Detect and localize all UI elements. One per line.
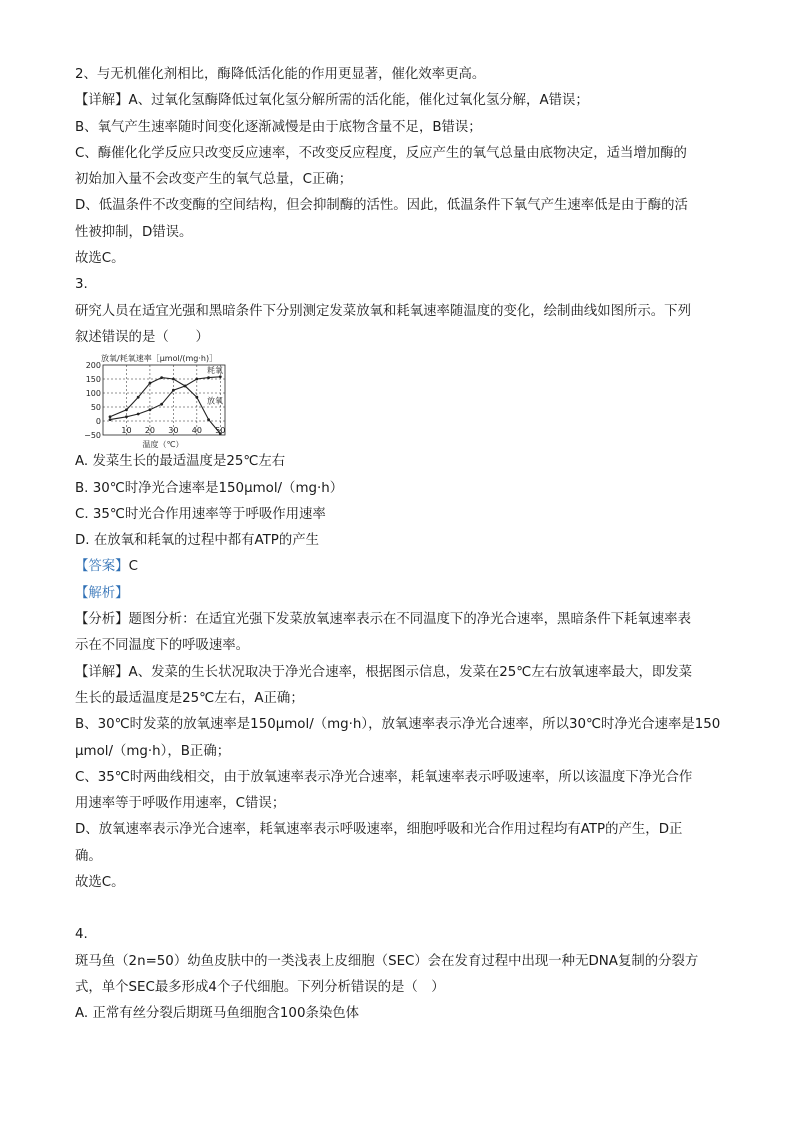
text-line: D、低温条件不改变酶的空间结构，但会抑制酶的活性。因此，低温条件下氧气产生速率低是由于酶的活 [75, 198, 688, 214]
y-tick-label: −50 [84, 431, 101, 441]
option-b: B. 30℃时净光合速率是150μmol/（mg·h） [75, 480, 344, 496]
x-tick-label: 30 [168, 426, 179, 436]
option-c: C. 35℃时光合作用速率等于呼吸作用速率 [75, 506, 326, 522]
explanation-line: 用速率等于呼吸作用速率，C错误； [75, 796, 286, 812]
explanation-line: μmol/（mg·h），B正确； [75, 743, 231, 759]
y-tick-label: 50 [90, 403, 101, 413]
data-point [195, 378, 198, 381]
question-3 [75, 272, 725, 896]
text-line: 性被抑制，D错误。 [75, 224, 193, 240]
series-label-haoyang: 耗氧 [207, 366, 223, 376]
data-point [160, 403, 163, 406]
y-tick-label: 150 [85, 375, 101, 385]
answer-label: 【答案】 [75, 559, 129, 575]
data-point [207, 418, 210, 421]
y-tick-label: 0 [95, 417, 101, 427]
explanation-line: 【分析】题图分析：在适宜光强下发菜放氧速率表示在不同温度下的净光合速率，黑暗条件下耗氧速率表 [75, 612, 691, 628]
y-tick-label: 100 [85, 389, 101, 399]
x-tick-label: 50 [215, 426, 226, 436]
explanation-line: 【详解】A、发菜的生长状况取决于净光合速率，根据图示信息，发菜在25℃左右放氧速率最大，即发菜 [75, 664, 693, 680]
option-a: A. 正常有丝分裂后期斑马鱼细胞含100条染色体 [75, 1006, 360, 1022]
question-stem: 叙述错误的是（ ） [75, 329, 209, 345]
chart-svg [75, 353, 235, 449]
explanation-line: D、放氧速率表示净光合速率，耗氧速率表示呼吸速率，细胞呼吸和光合作用过程均有ATP的产生，D正 [75, 822, 683, 838]
data-point [125, 416, 128, 419]
option-a: A. 发菜生长的最适温度是25℃左右 [75, 454, 286, 470]
text-line: C、酶催化化学反应只改变反应速率，不改变反应程度，反应产生的氧气总量由底物决定，适当增加酶的 [75, 145, 687, 161]
data-point [172, 378, 175, 381]
data-point [149, 382, 152, 385]
explanation-line: 示在不同温度下的呼吸速率。 [75, 638, 250, 654]
chart-title: 放氧/耗氧速率［μmol/(mg·h)］ [101, 354, 218, 364]
question-stem: 斑马鱼（2n=50）幼鱼皮肤中的一类浅表上皮细胞（SEC）会在发育过程中出现一种无DNA复制的分裂方 [75, 953, 699, 969]
x-axis-label: 温度（℃） [142, 440, 184, 450]
option-d: D. 在放氧和耗氧的过程中都有ATP的产生 [75, 533, 320, 549]
explanation-line: 确。 [75, 848, 102, 864]
analysis-label: 【解析】 [75, 585, 129, 601]
question-stem: 研究人员在适宜光强和黑暗条件下分别测定发菜放氧和耗氧速率随温度的变化，绘制曲线如图所示。下列 [75, 303, 691, 319]
question-number: 4. [75, 927, 88, 943]
data-point [172, 389, 175, 392]
data-point [137, 413, 140, 416]
text-line: B、氧气产生速率随时间变化逐渐减慢是由于底物含量不足，B错误； [75, 119, 482, 135]
data-point [184, 385, 187, 388]
data-point [160, 376, 163, 379]
data-point [109, 416, 112, 419]
text-line: 【详解】A、过氧化氢酶降低过氧化氢分解所需的活化能，催化过氧化氢分解，A错误； [75, 93, 589, 109]
data-point [109, 418, 112, 421]
x-tick-label: 20 [144, 426, 156, 436]
text-line: 初始加入量不会改变产生的氧气总量，C正确； [75, 172, 353, 188]
text-line: 故选C。 [75, 251, 125, 267]
rate-temperature-chart [75, 353, 235, 449]
explanation-line: 生长的最适温度是25℃左右，A正确； [75, 690, 304, 706]
answer-value: C [128, 559, 138, 575]
data-point [137, 396, 140, 399]
explanation-line: B、30℃时发菜的放氧速率是150μmol/（mg·h），放氧速率表示净光合速率，所以30℃时净光合速率是150 [75, 717, 721, 733]
question-stem: 式，单个SEC最多形成4个子代细胞。下列分析错误的是（ ） [75, 979, 445, 995]
series-label-fangyang: 放氧 [207, 396, 223, 406]
data-point [125, 409, 128, 412]
document-page [75, 62, 725, 1028]
spacer [75, 896, 725, 922]
text-line: 2、与无机催化剂相比，酶降低活化能的作用更显著，催化效率更高。 [75, 67, 486, 82]
data-point [195, 396, 198, 399]
y-tick-label: 200 [85, 361, 101, 371]
x-tick-label: 40 [191, 426, 202, 436]
x-tick-label: 10 [121, 426, 132, 436]
explanation-line: 故选C。 [75, 875, 125, 891]
question-number: 3. [75, 277, 88, 293]
data-point [149, 409, 152, 412]
data-point [219, 376, 222, 379]
data-point [207, 376, 210, 379]
explanation-line: C、35℃时两曲线相交，由于放氧速率表示净光合速率，耗氧速率表示呼吸速率，所以该温度下净光合作 [75, 769, 693, 785]
answer-line [75, 554, 725, 580]
question-4 [75, 922, 725, 1027]
question-2-explanation [75, 62, 725, 272]
